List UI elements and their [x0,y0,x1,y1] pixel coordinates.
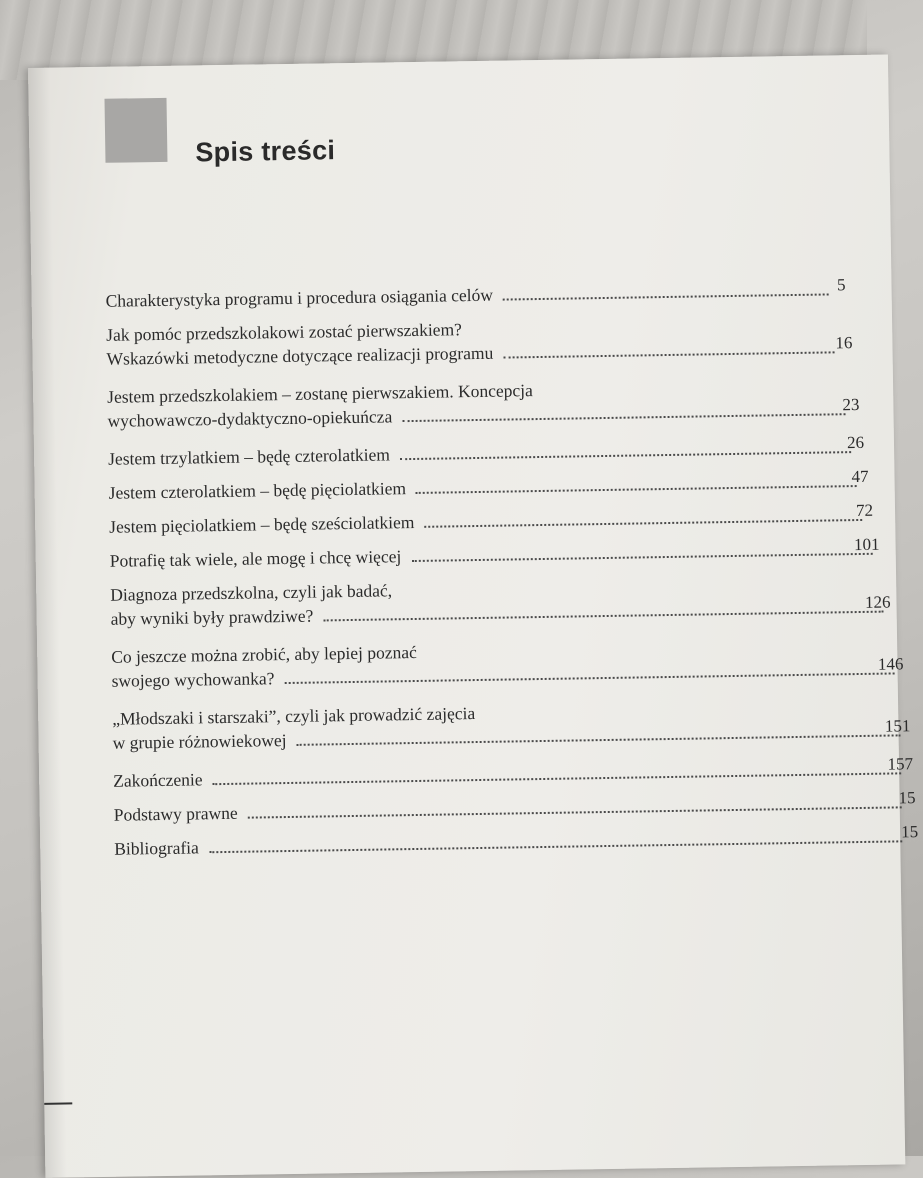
dot-leader [400,451,851,460]
toc-entry-title-line1: Jak pomóc przedszkolakowi zostać pierwszakiem? [106,319,463,345]
toc-entry [112,694,913,755]
toc-entry-title-line1: „Młodszaki i starszaki”, czyli jak prowadzić zajęcia [112,703,476,729]
toc-entry [110,570,896,630]
toc-page-number: 5 [836,275,846,295]
toc-page-number: 151 [884,716,911,736]
toc-entry-title: Bibliografia [114,837,199,859]
dot-leader [411,553,872,562]
dot-leader [402,413,845,422]
dot-leader [297,734,901,745]
toc-entry [114,822,919,861]
dot-leader [213,772,902,785]
toc-entry [108,466,869,505]
dot-leader [284,672,894,684]
toc-entry [111,632,907,692]
book-page [28,54,919,1177]
toc-page-number: 23 [842,394,860,415]
dot-leader [323,611,883,622]
toc-entry-title-line2: swojego wychowanka? [111,668,275,691]
table-of-contents [105,275,919,859]
toc-entry-title: Jestem pięciolatkiem – będę sześciolatkiem [109,511,415,537]
toc-page-number: 72 [855,500,874,521]
toc-entry [109,534,885,573]
toc-page-number: 47 [851,466,869,487]
dot-leader [503,351,834,358]
toc-entry-title: Jestem trzylatkiem – będę czterolatkiem [107,444,391,469]
dot-leader [416,485,857,494]
page-gutter-shadow [28,68,67,1178]
toc-page-number: 26 [846,432,865,453]
toc-entry [107,373,858,433]
toc-page-number: 101 [853,534,880,555]
page-title: Spis treści [195,135,336,168]
toc-entry-title-line2: aby wyniki były prawdziwe? [110,605,314,629]
toc-entry [113,756,913,793]
dot-leader [503,293,829,300]
toc-page-number: 15 [898,788,916,808]
toc-page-number: 146 [877,654,904,674]
toc-entry [114,790,914,827]
dot-leader [248,806,902,818]
toc-entry [106,311,853,371]
toc-entry-title: Jestem czterolatkiem – będę pięciolatkiem [108,478,407,503]
margin-line [44,1102,72,1104]
toc-page-number: 157 [887,754,914,774]
toc-entry-title-line2: w grupie różnowiekowej [112,730,287,753]
dot-leader [424,519,862,528]
toc-entry-title: Podstawy prawne [113,802,238,825]
toc-entry-title-line1: Jestem przedszkolakiem – zostanę pierwszakiem. Koncepcja [107,380,533,407]
toc-entry-title-line2: Wskazówki metodyczne dotyczące realizacji programu [106,342,494,369]
toc-entry-title-line1: Diagnoza przedszkolna, czyli jak badać, [110,580,393,605]
toc-entry-title: Zakończenie [113,769,203,791]
toc-page-number: 16 [835,333,853,353]
toc-entry-title-line2: wychowawczo-dydaktyczno-opiekuńcza [107,406,393,431]
toc-entry-title: Potrafię tak wiele, ale mogę i chcę więcej [109,546,402,571]
toc-page-number: 126 [864,592,891,612]
toc-entry [105,275,846,313]
toc-entry [107,432,865,471]
chapter-marker-square [104,98,167,163]
toc-page-number: 15 [900,822,919,842]
toc-entry-title: Charakterystyka programu i procedura osiągania celów [105,284,494,311]
toc-entry-title-line1: Co jeszcze można zrobić, aby lepiej poznać [111,641,418,667]
dot-leader [209,840,902,853]
toc-entry [109,500,874,539]
